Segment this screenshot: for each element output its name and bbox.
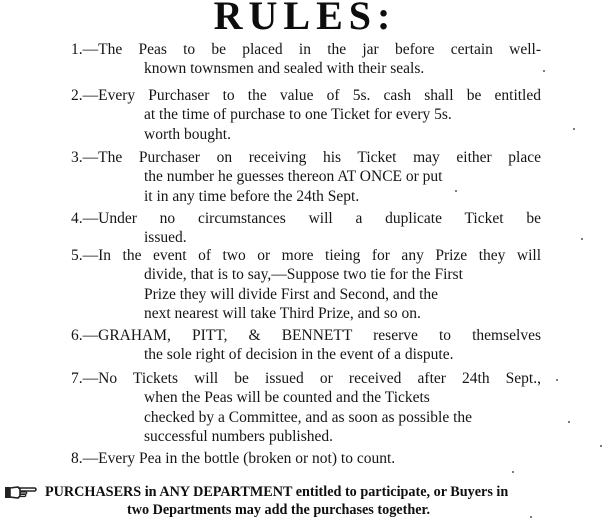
print-speck — [455, 190, 457, 192]
rule-5-line-4: next nearest will take Third Prize, and so on. — [144, 305, 421, 323]
print-speck — [581, 238, 583, 240]
rule-6-line-1: 6.—GRAHAM, PITT, & BENNETT reserve to themselves — [71, 327, 541, 344]
print-speck — [573, 128, 575, 130]
rule-8-line-1: 8.—Every Pea in the bottle (broken or not) to count. — [71, 450, 396, 467]
rule-4-line-2: issued. — [144, 229, 187, 247]
print-speck — [600, 445, 602, 447]
rule-5 — [71, 246, 541, 324]
footer-notice-line-2: two Departments may add the purchases together. — [127, 502, 431, 518]
rule-4-line-1: 4.—Under no circumstances will a duplicate Ticket be — [71, 210, 541, 227]
rule-8 — [71, 449, 541, 468]
rule-2-line-2: at the time of purchase to one Ticket for every 5s. — [144, 106, 452, 124]
footer-notice-line-1: PURCHASERS in ANY DEPARTMENT entitled to participate, or Buyers in — [45, 484, 509, 500]
rule-6 — [71, 326, 541, 365]
rule-5-line-1: 5.—In the event of two or more tieing for any Prize they will — [71, 247, 541, 264]
pointing-hand-icon — [4, 484, 38, 500]
rule-7-line-4: successful numbers published. — [144, 428, 333, 446]
rule-1-line-1: 1.—The Peas to be placed in the jar before certain well- — [71, 41, 541, 58]
print-speck — [543, 70, 545, 72]
rule-3 — [71, 148, 541, 206]
rule-3-line-3: it in any time before the 24th Sept. — [144, 187, 360, 205]
rule-7 — [71, 369, 541, 447]
rule-4 — [71, 209, 541, 248]
rule-2-line-1: 2.—Every Purchaser to the value of 5s. cash shall be entitled — [71, 87, 541, 104]
rule-2 — [71, 86, 541, 144]
rule-6-line-2: the sole right of decision in the event of a dispute. — [144, 346, 454, 364]
rule-1 — [71, 40, 541, 79]
rule-3-line-1: 3.—The Purchaser on receiving his Ticket may either place — [71, 149, 541, 166]
print-speck — [512, 471, 514, 473]
print-speck — [556, 379, 558, 381]
rule-5-line-3: Prize they will divide First and Second, and the — [144, 285, 439, 303]
rule-3-line-2: the number he guesses thereon AT ONCE or put — [144, 168, 443, 186]
rule-7-line-2: when the Peas will be counted and the Tickets — [144, 389, 430, 407]
page-title: RULES: — [213, 0, 397, 38]
print-speck — [530, 516, 532, 518]
rule-7-line-3: checked by a Committee, and as soon as possible the — [144, 408, 473, 426]
rule-7-line-1: 7.—No Tickets will be issued or received after 24th Sept., — [71, 370, 541, 387]
rule-2-line-3: worth bought. — [144, 125, 231, 143]
rule-5-line-2: divide, that is to say,—Suppose two tie for the First — [144, 266, 463, 284]
rule-1-line-2: known townsmen and sealed with their seals. — [144, 60, 425, 78]
print-speck — [568, 421, 570, 423]
